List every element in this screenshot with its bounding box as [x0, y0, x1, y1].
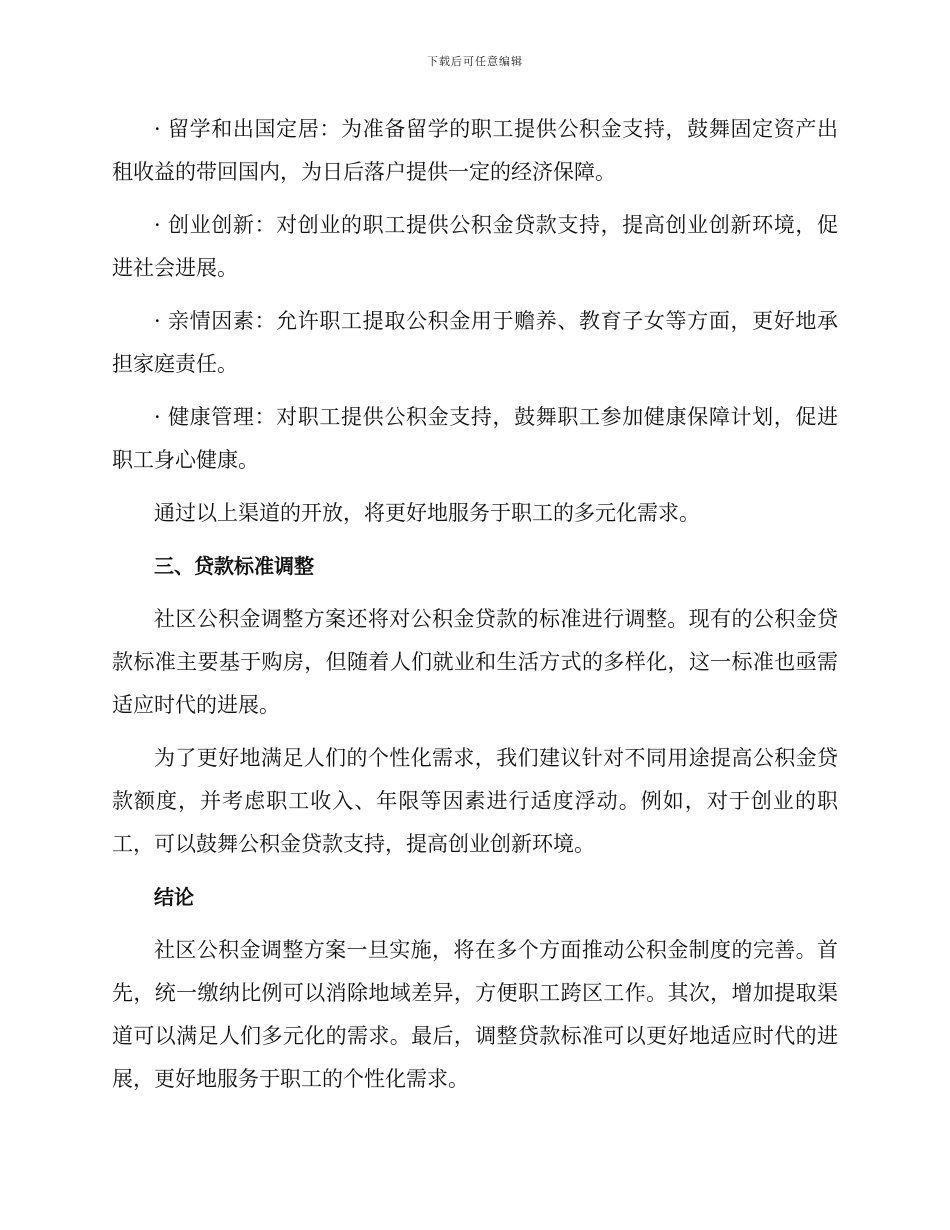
- conclusion-paragraph: 社区公积金调整方案一旦实施，将在多个方面推动公积金制度的完善。首先，统一缴纳比例可以消除地域差异，方便职工跨区工作。其次，增加提取渠道可以满足人们多元化的需求。最后，调整贷款标准可以更好地适应时代的进展，更好地服务于职工的个性化需求。: [112, 938, 838, 1091]
- bullet-study-abroad: · 留学和出国定居：为准备留学的职工提供公积金支持，鼓舞固定资产出租收益的带回国内，为日后落户提供一定的经济保障。: [112, 117, 838, 184]
- section-heading-loan-standards: 三、贷款标准调整: [154, 554, 314, 578]
- bullet-entrepreneurship: · 创业创新：对创业的职工提供公积金贷款支持，提高创业创新环境，促进社会进展。: [112, 213, 838, 280]
- loan-paragraph-2: 为了更好地满足人们的个性化需求，我们建议针对不同用途提高公积金贷款额度，并考虑职工收入、年限等因素进行适度浮动。例如，对于创业的职工，可以鼓舞公积金贷款支持，提高创业创新环境。: [112, 746, 838, 856]
- loan-paragraph-1: 社区公积金调整方案还将对公积金贷款的标准进行调整。现有的公积金贷款标准主要基于购房，但随着人们就业和生活方式的多样化，这一标准也亟需适应时代的进展。: [112, 607, 838, 717]
- page-header: 下载后可任意编辑: [427, 55, 523, 68]
- bullet-health: · 健康管理：对职工提供公积金支持，鼓舞职工参加健康保障计划，促进职工身心健康。: [112, 405, 838, 472]
- conclusion-heading: 结论: [154, 885, 194, 909]
- document-body: [112, 108, 838, 1111]
- bullet-family: · 亲情因素：允许职工提取公积金用于赡养、教育子女等方面，更好地承担家庭责任。: [112, 309, 838, 376]
- summary-paragraph: 通过以上渠道的开放，将更好地服务于职工的多元化需求。: [154, 501, 700, 525]
